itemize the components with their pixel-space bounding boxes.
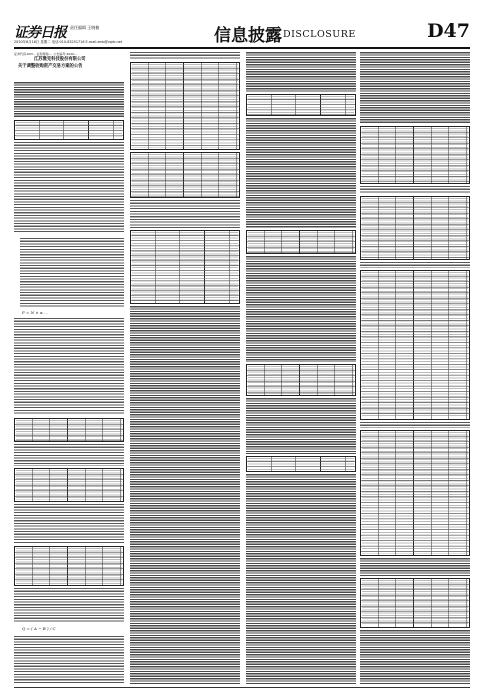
table <box>14 120 124 140</box>
text-block <box>360 186 470 194</box>
table <box>246 230 356 254</box>
text-block <box>14 444 124 466</box>
table <box>360 578 470 628</box>
text-block <box>20 238 124 308</box>
text-block <box>246 474 356 684</box>
text-block <box>14 82 124 118</box>
text-block <box>360 422 470 428</box>
table <box>246 94 356 116</box>
text-block <box>130 306 240 684</box>
text-block <box>360 52 470 124</box>
table <box>360 430 470 556</box>
section-title: 信息披露 <box>214 26 282 46</box>
table <box>360 196 470 260</box>
footer-rule <box>14 687 470 688</box>
page-number: D47 <box>427 20 470 42</box>
editor-line: 责任编辑 王晓楠 <box>70 25 100 30</box>
text-block <box>360 558 470 576</box>
table <box>360 126 470 184</box>
text-block <box>14 318 124 414</box>
company-name: 江苏雅克科技股份有限公司 <box>34 57 86 62</box>
text-block <box>14 504 124 544</box>
text-block <box>360 262 470 268</box>
text-block <box>14 142 124 234</box>
text-block <box>130 200 240 228</box>
text-block <box>246 118 356 228</box>
column-1 <box>14 52 124 684</box>
text-block <box>360 630 470 684</box>
formula: Q = ( A − B ) / C <box>22 626 56 631</box>
column-2 <box>130 52 240 684</box>
article-header <box>14 52 124 80</box>
article-meta: 证券代码:603... 证券简称:... 公告编号:2020-... <box>14 52 78 56</box>
text-block <box>246 398 356 454</box>
column-4 <box>360 52 470 684</box>
article-title: 关于调整收购资产交易方案的公告 <box>18 64 83 69</box>
text-block <box>14 588 124 622</box>
table <box>130 152 240 198</box>
table <box>130 230 240 304</box>
section-title-en: DISCLOSURE <box>283 29 356 40</box>
newspaper-logo: 证券日报 <box>14 25 66 41</box>
column-3 <box>246 52 356 684</box>
table <box>14 546 124 586</box>
text-block <box>246 256 356 362</box>
table <box>246 456 356 472</box>
masthead-rule <box>14 47 470 49</box>
table <box>246 364 356 396</box>
date-contact-line: 2020年6月16日 星期二 电话:010-83251716 E-mail:zmb@zqrb.net <box>14 40 123 44</box>
table <box>14 418 124 442</box>
text-block <box>130 52 240 60</box>
text-block <box>14 636 124 684</box>
table <box>130 62 240 150</box>
text-block <box>246 52 356 92</box>
masthead <box>14 20 470 48</box>
table <box>14 468 124 502</box>
formula: P = N × α ... <box>22 310 48 315</box>
table <box>360 270 470 420</box>
